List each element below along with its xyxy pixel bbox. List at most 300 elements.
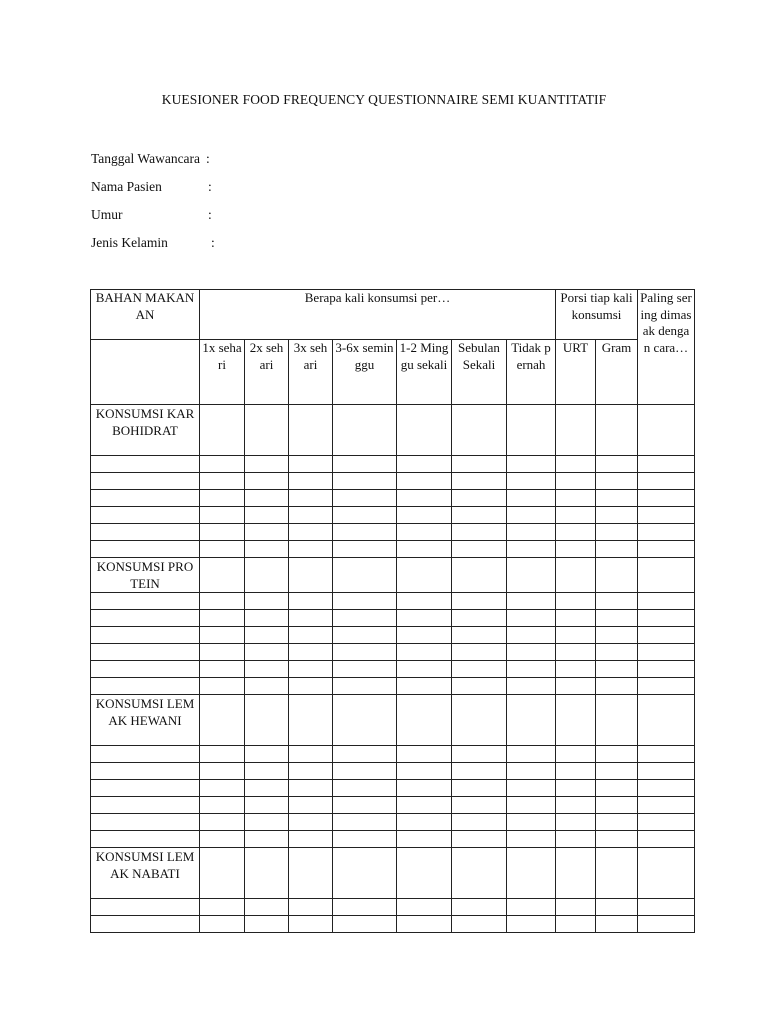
entry-cell[interactable] [452,763,507,780]
blank-row [91,490,695,507]
entry-cell[interactable] [91,678,200,695]
entry-cell[interactable] [289,661,333,678]
entry-cell[interactable] [596,899,638,916]
entry-cell[interactable] [245,831,289,848]
entry-cell[interactable] [638,814,695,831]
entry-cell[interactable] [200,541,245,558]
entry-cell[interactable] [397,558,452,593]
field-nama-pasien [91,179,212,195]
blank-row [91,797,695,814]
entry-cell[interactable] [638,661,695,678]
entry-cell[interactable] [507,848,556,899]
entry-cell[interactable] [452,456,507,473]
entry-cell[interactable] [245,746,289,763]
blank-row [91,627,695,644]
entry-cell[interactable] [507,797,556,814]
entry-cell[interactable] [556,831,596,848]
entry-cell[interactable] [200,899,245,916]
entry-cell[interactable] [638,848,695,899]
entry-cell[interactable] [333,848,397,899]
entry-cell[interactable] [333,916,397,933]
entry-cell[interactable] [596,831,638,848]
entry-cell[interactable] [333,678,397,695]
entry-cell[interactable] [200,916,245,933]
section-label: KONSUMSI LEMAK HEWANI [91,695,200,746]
entry-cell[interactable] [289,507,333,524]
entry-cell[interactable] [397,405,452,456]
blank-row [91,916,695,933]
entry-cell[interactable] [507,558,556,593]
entry-cell[interactable] [91,524,200,541]
entry-cell[interactable] [596,405,638,456]
entry-cell[interactable] [245,507,289,524]
entry-cell[interactable] [596,916,638,933]
entry-cell[interactable] [507,473,556,490]
entry-cell[interactable] [333,558,397,593]
entry-cell[interactable] [289,848,333,899]
entry-cell[interactable] [289,456,333,473]
blank-row [91,473,695,490]
entry-cell[interactable] [638,695,695,746]
entry-cell[interactable] [91,746,200,763]
entry-cell[interactable] [638,916,695,933]
entry-cell[interactable] [556,899,596,916]
entry-cell[interactable] [397,644,452,661]
entry-cell[interactable] [638,797,695,814]
entry-cell[interactable] [397,916,452,933]
entry-cell[interactable] [452,541,507,558]
entry-cell[interactable] [556,473,596,490]
entry-cell[interactable] [333,831,397,848]
entry-cell[interactable] [91,490,200,507]
entry-cell[interactable] [452,593,507,610]
entry-cell[interactable] [397,507,452,524]
entry-cell[interactable] [91,899,200,916]
entry-cell[interactable] [507,627,556,644]
entry-cell[interactable] [507,746,556,763]
blank-row [91,610,695,627]
entry-cell[interactable] [596,524,638,541]
entry-cell[interactable] [245,473,289,490]
entry-cell[interactable] [397,456,452,473]
entry-cell[interactable] [289,763,333,780]
entry-cell[interactable] [556,678,596,695]
entry-cell[interactable] [200,507,245,524]
entry-cell[interactable] [200,695,245,746]
section-label: KONSUMSI LEMAK NABATI [91,848,200,899]
entry-cell[interactable] [452,831,507,848]
entry-cell[interactable] [596,610,638,627]
entry-cell[interactable] [91,507,200,524]
entry-cell[interactable] [452,610,507,627]
entry-cell[interactable] [556,797,596,814]
entry-cell[interactable] [638,473,695,490]
entry-cell[interactable] [452,644,507,661]
entry-cell[interactable] [556,661,596,678]
header-3-6x-seminggu: 3-6x seminggu [333,340,397,405]
entry-cell[interactable] [452,473,507,490]
entry-cell[interactable] [245,456,289,473]
header-urt: URT [556,340,596,405]
entry-cell[interactable] [200,763,245,780]
entry-cell[interactable] [507,780,556,797]
entry-cell[interactable] [596,644,638,661]
entry-cell[interactable] [397,899,452,916]
entry-cell[interactable] [452,627,507,644]
entry-cell[interactable] [556,456,596,473]
entry-cell[interactable] [507,456,556,473]
entry-cell[interactable] [289,558,333,593]
entry-cell[interactable] [245,541,289,558]
field-colon: : [208,207,212,222]
entry-cell[interactable] [200,814,245,831]
entry-cell[interactable] [200,797,245,814]
entry-cell[interactable] [596,473,638,490]
entry-cell[interactable] [397,831,452,848]
entry-cell[interactable] [638,746,695,763]
entry-cell[interactable] [596,780,638,797]
entry-cell[interactable] [507,899,556,916]
entry-cell[interactable] [245,797,289,814]
entry-cell[interactable] [452,848,507,899]
blank-row [91,780,695,797]
entry-cell[interactable] [333,780,397,797]
entry-cell[interactable] [452,899,507,916]
entry-cell[interactable] [245,848,289,899]
entry-cell[interactable] [556,916,596,933]
entry-cell[interactable] [333,797,397,814]
entry-cell[interactable] [638,644,695,661]
entry-cell[interactable] [638,763,695,780]
blank-row [91,661,695,678]
entry-cell[interactable] [452,780,507,797]
entry-cell[interactable] [452,524,507,541]
entry-cell[interactable] [596,490,638,507]
entry-cell[interactable] [556,627,596,644]
entry-cell[interactable] [638,456,695,473]
section-row [91,405,695,456]
blank-row [91,507,695,524]
entry-cell[interactable] [638,558,695,593]
entry-cell[interactable] [289,473,333,490]
entry-cell[interactable] [556,558,596,593]
entry-cell[interactable] [596,848,638,899]
header-tidak-pernah: Tidak pernah [507,340,556,405]
entry-cell[interactable] [91,916,200,933]
entry-cell[interactable] [289,627,333,644]
entry-cell[interactable] [289,405,333,456]
entry-cell[interactable] [333,814,397,831]
entry-cell[interactable] [289,541,333,558]
entry-cell[interactable] [596,763,638,780]
entry-cell[interactable] [397,678,452,695]
blank-row [91,899,695,916]
entry-cell[interactable] [333,610,397,627]
header-frekuensi: Berapa kali konsumsi per… [200,290,556,340]
entry-cell[interactable] [397,524,452,541]
entry-cell[interactable] [397,610,452,627]
field-umur [91,207,212,223]
entry-cell[interactable] [200,644,245,661]
entry-cell[interactable] [200,848,245,899]
entry-cell[interactable] [245,763,289,780]
entry-cell[interactable] [200,456,245,473]
entry-cell[interactable] [638,610,695,627]
entry-cell[interactable] [556,490,596,507]
entry-cell[interactable] [638,780,695,797]
entry-cell[interactable] [507,916,556,933]
header-2x-sehari: 2x sehari [245,340,289,405]
entry-cell[interactable] [200,627,245,644]
entry-cell[interactable] [91,763,200,780]
entry-cell[interactable] [596,797,638,814]
entry-cell[interactable] [452,695,507,746]
entry-cell[interactable] [452,490,507,507]
entry-cell[interactable] [397,695,452,746]
entry-cell[interactable] [556,405,596,456]
entry-cell[interactable] [507,814,556,831]
entry-cell[interactable] [245,490,289,507]
entry-cell[interactable] [507,490,556,507]
field-colon: : [211,235,215,250]
field-jenis-kelamin [91,235,215,251]
entry-cell[interactable] [556,610,596,627]
entry-cell[interactable] [333,627,397,644]
field-label: Jenis Kelamin [91,235,168,250]
entry-cell[interactable] [556,593,596,610]
entry-cell[interactable] [596,507,638,524]
entry-cell[interactable] [556,848,596,899]
entry-cell[interactable] [638,405,695,456]
entry-cell[interactable] [638,899,695,916]
entry-cell[interactable] [507,695,556,746]
entry-cell[interactable] [245,916,289,933]
header-sebulan-sekali: Sebulan Sekali [452,340,507,405]
entry-cell[interactable] [596,695,638,746]
entry-cell[interactable] [556,814,596,831]
field-label: Nama Pasien [91,179,162,194]
entry-cell[interactable] [596,661,638,678]
entry-cell[interactable] [91,627,200,644]
entry-cell[interactable] [245,558,289,593]
entry-cell[interactable] [289,610,333,627]
entry-cell[interactable] [333,593,397,610]
entry-cell[interactable] [507,831,556,848]
field-label: Tanggal Wawancara [91,151,201,166]
entry-cell[interactable] [91,814,200,831]
entry-cell[interactable] [452,405,507,456]
entry-cell[interactable] [200,593,245,610]
entry-cell[interactable] [397,746,452,763]
entry-cell[interactable] [289,916,333,933]
entry-cell[interactable] [596,814,638,831]
entry-cell[interactable] [91,593,200,610]
entry-cell[interactable] [452,797,507,814]
entry-cell[interactable] [333,644,397,661]
entry-cell[interactable] [289,695,333,746]
entry-cell[interactable] [638,524,695,541]
entry-cell[interactable] [245,610,289,627]
entry-cell[interactable] [638,507,695,524]
entry-cell[interactable] [638,831,695,848]
entry-cell[interactable] [245,899,289,916]
entry-cell[interactable] [397,797,452,814]
section-label: KONSUMSI PROTEIN [91,558,200,593]
entry-cell[interactable] [333,524,397,541]
entry-cell[interactable] [638,490,695,507]
entry-cell[interactable] [200,558,245,593]
entry-cell[interactable] [289,644,333,661]
entry-cell[interactable] [397,627,452,644]
entry-cell[interactable] [397,490,452,507]
entry-cell[interactable] [333,899,397,916]
entry-cell[interactable] [245,814,289,831]
entry-cell[interactable] [333,746,397,763]
entry-cell[interactable] [596,541,638,558]
entry-cell[interactable] [91,644,200,661]
entry-cell[interactable] [638,541,695,558]
entry-cell[interactable] [245,644,289,661]
entry-cell[interactable] [507,524,556,541]
entry-cell[interactable] [289,678,333,695]
entry-cell[interactable] [245,678,289,695]
entry-cell[interactable] [333,763,397,780]
entry-cell[interactable] [507,763,556,780]
field-tanggal-wawancara [91,151,210,167]
entry-cell[interactable] [507,644,556,661]
header-1-2-minggu-sekali: 1-2 Minggu sekali [397,340,452,405]
entry-cell[interactable] [638,627,695,644]
entry-cell[interactable] [333,405,397,456]
entry-cell[interactable] [596,558,638,593]
entry-cell[interactable] [91,661,200,678]
entry-cell[interactable] [245,780,289,797]
entry-cell[interactable] [452,507,507,524]
entry-cell[interactable] [596,593,638,610]
entry-cell[interactable] [245,695,289,746]
entry-cell[interactable] [556,524,596,541]
entry-cell[interactable] [333,661,397,678]
entry-cell[interactable] [556,695,596,746]
entry-cell[interactable] [91,797,200,814]
entry-cell[interactable] [200,610,245,627]
entry-cell[interactable] [200,780,245,797]
entry-cell[interactable] [556,746,596,763]
entry-cell[interactable] [638,593,695,610]
entry-cell[interactable] [245,661,289,678]
field-colon: : [208,179,212,194]
entry-cell[interactable] [556,507,596,524]
header-row-2 [91,340,695,405]
entry-cell[interactable] [289,899,333,916]
entry-cell[interactable] [289,780,333,797]
entry-cell[interactable] [289,746,333,763]
section-label: KONSUMSI KARBOHIDRAT [91,405,200,456]
entry-cell[interactable] [397,814,452,831]
entry-cell[interactable] [333,507,397,524]
entry-cell[interactable] [397,541,452,558]
entry-cell[interactable] [91,456,200,473]
entry-cell[interactable] [507,593,556,610]
blank-row [91,678,695,695]
entry-cell[interactable] [452,558,507,593]
entry-cell[interactable] [507,678,556,695]
entry-cell[interactable] [596,456,638,473]
entry-cell[interactable] [91,610,200,627]
entry-cell[interactable] [91,780,200,797]
entry-cell[interactable] [452,916,507,933]
entry-cell[interactable] [638,678,695,695]
entry-cell[interactable] [397,780,452,797]
entry-cell[interactable] [596,746,638,763]
entry-cell[interactable] [452,678,507,695]
entry-cell[interactable] [245,405,289,456]
entry-cell[interactable] [91,541,200,558]
entry-cell[interactable] [200,473,245,490]
section-row [91,695,695,746]
entry-cell[interactable] [245,524,289,541]
entry-cell[interactable] [397,763,452,780]
entry-cell[interactable] [507,661,556,678]
entry-cell[interactable] [507,541,556,558]
entry-cell[interactable] [507,405,556,456]
entry-cell[interactable] [200,490,245,507]
entry-cell[interactable] [596,627,638,644]
entry-cell[interactable] [556,541,596,558]
entry-cell[interactable] [289,831,333,848]
entry-cell[interactable] [556,780,596,797]
entry-cell[interactable] [200,678,245,695]
entry-cell[interactable] [245,627,289,644]
entry-cell[interactable] [397,661,452,678]
entry-cell[interactable] [507,610,556,627]
entry-cell[interactable] [91,831,200,848]
entry-cell[interactable] [200,746,245,763]
entry-cell[interactable] [91,473,200,490]
entry-cell[interactable] [289,490,333,507]
entry-cell[interactable] [333,473,397,490]
entry-cell[interactable] [289,593,333,610]
section-row [91,848,695,899]
entry-cell[interactable] [333,456,397,473]
entry-cell[interactable] [333,695,397,746]
entry-cell[interactable] [289,797,333,814]
header-cara-masak: Paling sering dimasak dengan cara… [638,290,695,405]
blank-row [91,746,695,763]
entry-cell[interactable] [333,541,397,558]
entry-cell[interactable] [200,405,245,456]
entry-cell[interactable] [289,524,333,541]
entry-cell[interactable] [507,507,556,524]
blank-row [91,541,695,558]
entry-cell[interactable] [556,644,596,661]
entry-cell[interactable] [397,593,452,610]
entry-cell[interactable] [397,848,452,899]
entry-cell[interactable] [200,524,245,541]
entry-cell[interactable] [200,831,245,848]
entry-cell[interactable] [556,763,596,780]
entry-cell[interactable] [452,814,507,831]
entry-cell[interactable] [200,661,245,678]
entry-cell[interactable] [452,661,507,678]
entry-cell[interactable] [397,473,452,490]
entry-cell[interactable] [289,814,333,831]
entry-cell[interactable] [333,490,397,507]
entry-cell[interactable] [245,593,289,610]
entry-cell[interactable] [596,678,638,695]
header-bahan-makanan: BAHAN MAKANAN [91,290,200,340]
entry-cell[interactable] [452,746,507,763]
